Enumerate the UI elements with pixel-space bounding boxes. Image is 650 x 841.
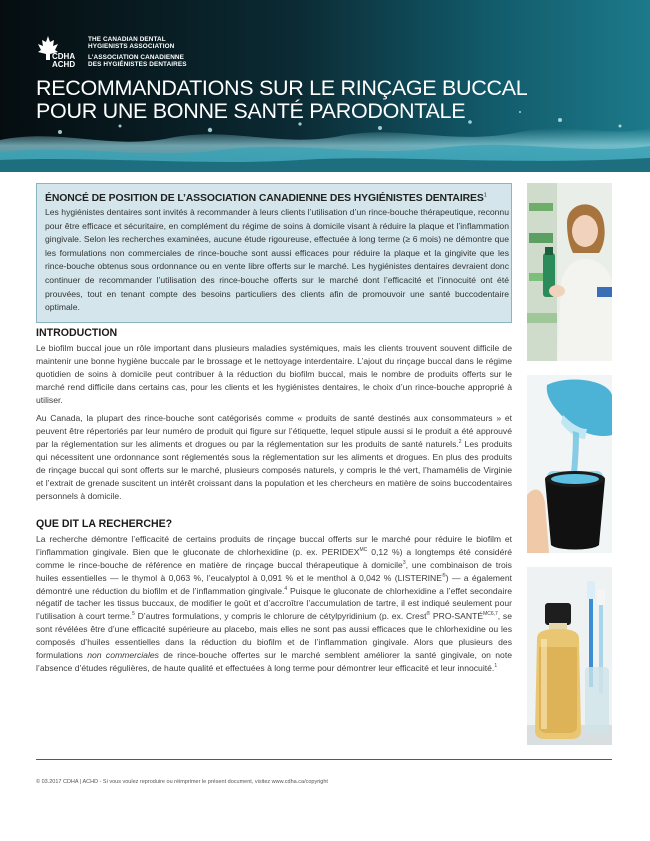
footnote-ref: 3 [402,559,406,566]
pouring-mouthwash-image [527,375,612,553]
intro-p2-part-b: Les produits qui nécessitent une ordonnance sont réglementés sous la réglementation sur les aliments et drogues. En plus des produits de rinçage buccal qui sont offerts sur le marché, plusieurs composés naturels, y compris le thé vert, l’hamamélis de Virginie et l’extrait de grenade suscitent un intérêt croissant dans la population et les chercheurs en matière de soins buccodentaires personnels à domicile. [36,439,512,501]
research-text: ) — a également démontré une réduction du biofilm et de l’inflammation gingivale. [36,572,512,596]
introduction-paragraph-2 [36,412,512,502]
research-paragraph [36,533,512,675]
footnote-ref: 6,7 [490,611,498,618]
position-statement-heading [45,193,509,204]
research-emphasis: non commerciales [87,650,159,661]
research-text: , une combinaison de trois huiles essentielles — le thymol à 0,063 %, l’eucalyptol à 0,091 % et le menthol à 0,042 % (LISTERINE [36,559,512,583]
logo-acronym-top: CDHA [52,52,76,61]
introduction-paragraph-1: Le biofilm buccal joue un rôle important dans plusieurs maladies systémiques, mais les clients trouvent souvent difficile de maintenir une bonne hygiène buccale par le brossage et le nettoyage interdentaire. L’ajout du rinçage buccal dans le régime quotidien de soins à domicile peut contribuer à la réduction du biofilm buccal, mais le nombre de produits offerts sur le marché rend difficile dans certains cas, pour les clients et les hygiénistes dentaires, le choix d’un rince-bouche approprié à utiliser. [36,342,512,405]
research-text: La recherche démontre l’efficacité de certains produits de rinçage buccal offerts sur le marché pour réduire le biofilm et l’inflammation gingivale. Bien que le gluconate de chlorhexidine (p. ex. PERIDEX [36,533,512,557]
maple-leaf-icon [36,34,84,70]
research-text: PRO-SANTÉ [430,611,484,622]
research-text: , se sont révélées être d’une efficacité supérieure au placebo, mais elles ne sont pas aussi efficaces que le chlorhexidine ou les composés d’huiles essentielles dans la réduction du biofilm et de l’inflammation gingivale. Alors que plusieurs des formulations [36,611,512,661]
position-statement-box [36,183,512,323]
trademark-mark: ® [442,572,446,579]
logo-name-en-2: HYGIENISTS ASSOCIATION [88,43,175,51]
page-title-line-1: RECOMMANDATIONS SUR LE RINÇAGE BUCCAL [36,76,528,100]
cdha-logo [36,34,236,70]
footnote-ref: 5 [132,611,135,618]
logo-name-fr-1: L’ASSOCIATION CANADIENNE [88,53,185,61]
mouthwash-bottle-image [527,567,612,745]
position-statement-body: Les hygiénistes dentaires sont invités à recommander à leurs clients l’utilisation d’un rince-bouche thérapeutique, reconnu pour être efficace et sécuritaire, en complément du régime de soins à domicile visant à réduire la plaque et l’inflammation gingivale. Selon les recherches examinées, aucune étude rigoureuse, effectuée à long terme (≥ 6 mois) ne démontre que les formulations non commerciales de rince-bouche sont aussi efficaces pour réduire la plaque et la gingivite que les rince-bouche obtenus sous ordonnance ou en vente libre offerts sur le marché. Les hygiénistes dentaires devraient donc continuer de recommander l’utilisation des rince-bouche offerts sur le marché dont l’efficacité et l’innocuité ont été prouvées, tout en tenant compte des besoins particuliers des clients afin de promouvoir une santé buccodentaire optimale. [45,207,509,313]
research-text: D’autres formulations, y compris le chlorure de cétylpyridinium (p. ex. Crest [134,611,427,622]
intro-p2-part-a: Au Canada, la plupart des rince-bouche sont catégorisés comme « produits de santé destinés aux consommateurs » et peuvent être répertoriés par leur numéro de produit qui figure sur l’étiquette, lequel stipule aussi si le produit a été approuvé par la réglementation sur les aliments et drogues ou par la réglementation sur les produits de santé naturels. [36,413,512,450]
logo-wordmark [88,36,187,69]
footnote-ref: 1 [494,663,498,670]
logo-name-en-1: THE CANADIAN DENTAL [88,36,166,43]
trademark-mark: MC [483,611,491,618]
research-section [36,518,512,675]
woman-pharmacy-image [527,183,612,361]
footer-rule [36,759,612,760]
research-text: Puisque le gluconate de chlorhexidine a l’effet secondaire négatif de tacher les tissus buccaux, de modifier le goût et d’accroître l’accumulation de tartre, il est indiqué seulement pour l’utilisation à court terme. [36,585,512,622]
introduction-heading: INTRODUCTION [36,327,118,339]
position-statement-heading-text: ÉNONCÉ DE POSITION DE L’ASSOCIATION CANADIENNE DES HYGIÉNISTES DENTAIRES [45,193,484,204]
footer-copyright: © 03.2017 CDHA | ACHD - Si vous voulez reproduire ou réimprimer le présent document, visitez www.cdha.ca/copyright [36,779,328,785]
trademark-mark: ® [426,611,431,618]
research-text: de rince-bouche offertes sur le marché semblent améliorer la santé gingivale, on note l’absence d’études régulières, de haute qualité et effectuées à long terme pour démontrer leur efficacité et leur innocuité. [36,650,512,673]
page-title-line-2: POUR UNE BONNE SANTÉ PARODONTALE [36,99,466,123]
photo-woman-pharmacy [527,183,612,361]
photo-mouthwash-bottle [527,567,612,745]
footnote-ref: 1 [483,192,487,199]
introduction-section [36,327,512,503]
footnote-ref: 2 [458,439,462,446]
logo-name-fr-2: DES HYGIÉNISTES DENTAIRES [88,61,187,69]
page-title [36,77,596,123]
photo-pouring-mouthwash [527,375,612,553]
logo-acronym-bottom: ACHD [52,60,76,69]
header-banner [0,0,650,172]
trademark-mark: MC [359,546,368,553]
footnote-ref: 4 [284,585,288,592]
research-heading: QUE DIT LA RECHERCHE? [36,518,173,530]
research-text: 0,12 %) a longtemps été considéré comme le rince-bouche de référence en matière de rinçage buccal thérapeutique à domicile [36,546,512,570]
